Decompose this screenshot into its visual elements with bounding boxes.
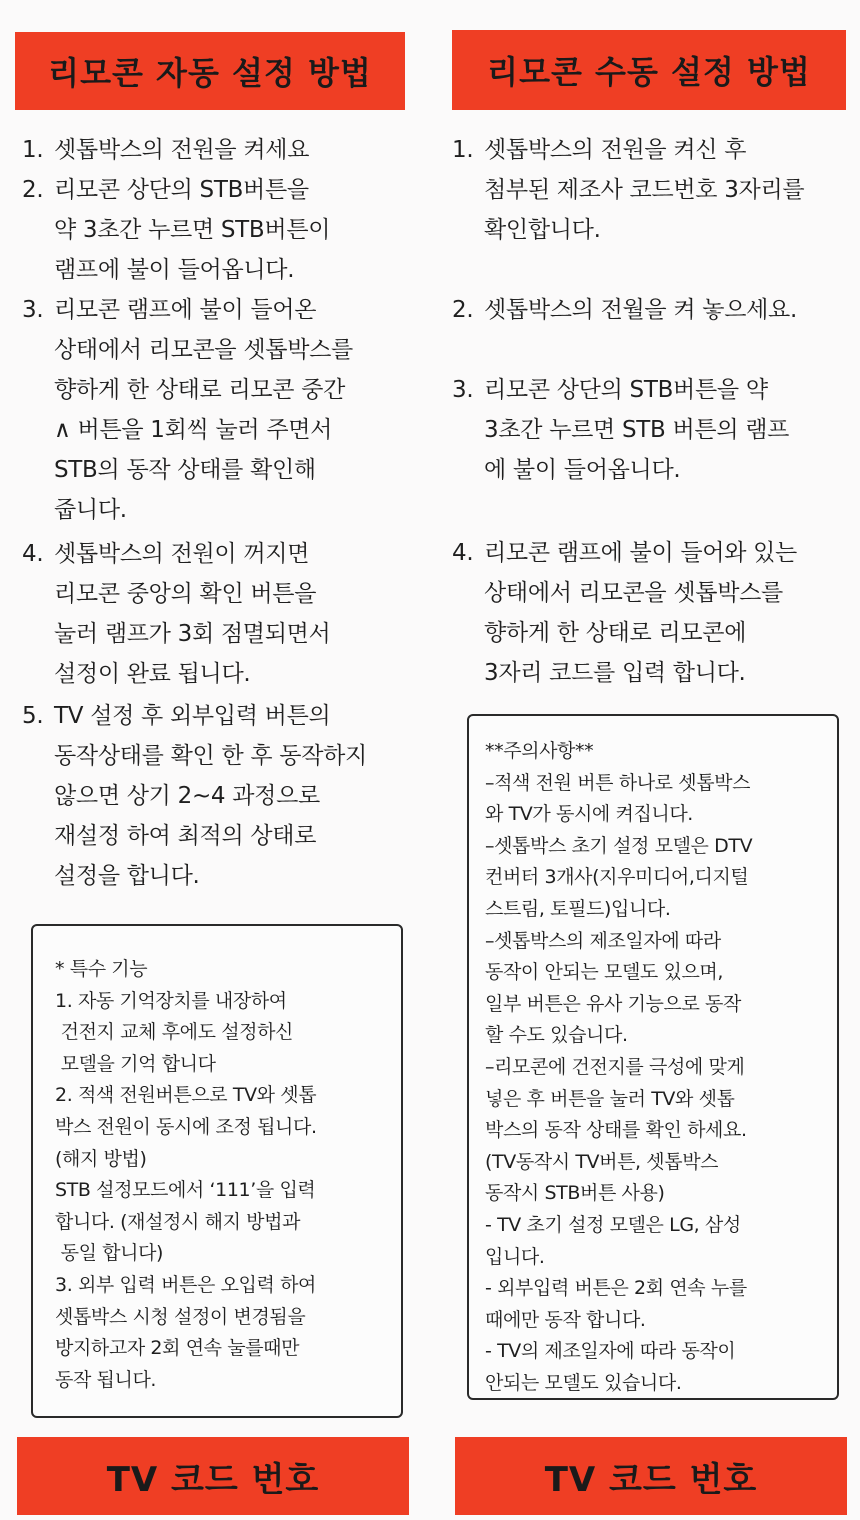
auto-setup-header: 리모콘 자동 설정 방법 [15,32,405,110]
auto-step-2 [22,170,330,290]
caution-line: –적색 전원 버튼 하나로 셋톱박스 [485,771,751,794]
caution-line: 박스의 동작 상태를 확인 하세요. [485,1119,747,1142]
special-line: STB 설정모드에서 ‘111’을 입력 [55,1179,316,1202]
tv-code-footer-right: TV 코드 번호 [455,1437,847,1515]
manual-step-1 [452,130,804,250]
step-number: 2. [22,177,44,203]
special-functions-title: * 특수 기능 [55,958,148,980]
step-number: 2. [452,297,474,323]
caution-line: 컨버터 3개사(지우미디어,디지털 [485,866,749,889]
step-text: 셋톱박스의 전원을 켜신 후 첨부된 제조사 코드번호 3자리를 확인합니다. [484,137,805,243]
step-text: 셋톱박스의 전원을 켜세요 [54,137,310,163]
special-line: 2. 적색 전원버튼으로 TV와 셋톱 [55,1084,317,1107]
special-line: 동작 됩니다. [55,1368,157,1391]
step-text: 리모콘 상단의 STB버튼을 약 3초간 누르면 STB버튼이 램프에 불이 들어옵니다. [54,177,331,283]
caution-title: **주의사항** [485,740,594,762]
caution-line: 안되는 모델도 있습니다. [485,1371,682,1394]
step-text: 리모콘 램프에 불이 들어온 상태에서 리모콘을 셋톱박스를 향하게 한 상태로 리모콘 중간 ∧ 버튼을 1회씩 눌러 주면서 STB의 동작 상태를 확인해 줍니다. [54,297,353,523]
step-number: 4. [452,540,474,566]
special-line: 동일 합니다) [55,1242,164,1265]
caution-line: –셋톱박스 초기 설정 모델은 DTV [485,834,753,857]
caution-line: - TV의 제조일자에 따라 동작이 [485,1340,736,1363]
auto-step-4 [22,534,330,694]
caution-line: 넣은 후 버튼을 눌러 TV와 셋톱 [485,1087,735,1110]
special-line: 합니다. (재설정시 해지 방법과 [55,1210,301,1233]
step-number: 3. [452,377,474,403]
special-line: 셋톱박스 시청 설정이 변경됨을 [55,1305,306,1328]
caution-line: 입니다. [485,1245,545,1268]
step-number: 3. [22,297,44,323]
special-line: 3. 외부 입력 버튼은 오입력 하여 [55,1273,316,1296]
caution-line: (TV동작시 TV버튼, 셋톱박스 [485,1150,719,1173]
auto-step-1 [22,130,309,170]
manual-step-3 [452,370,789,490]
step-text: 셋톱박스의 전원이 꺼지면 리모콘 중앙의 확인 버튼을 눌러 램프가 3회 점멸되면서 설정이 완료 됩니다. [54,541,331,687]
step-text: 리모콘 램프에 불이 들어와 있는 상태에서 리모콘을 셋톱박스를 향하게 한 상태로 리모콘에 3자리 코드를 입력 합니다. [484,540,797,686]
caution-line: 와 TV가 동시에 켜집니다. [485,803,693,826]
step-text: 리모콘 상단의 STB버튼을 약 3초간 누르면 STB 버튼의 램프 에 불이 들어옵니다. [484,377,790,483]
caution-line: 할 수도 있습니다. [485,1024,628,1047]
step-text: 셋톱박스의 전월을 켜 놓으세요. [484,297,797,323]
step-number: 5. [22,703,44,729]
step-text: TV 설정 후 외부입력 버튼의 동작상태를 확인 한 후 동작하지 않으면 상기 2~4 과정으로 재설정 하여 최적의 상태로 설정을 합니다. [54,703,367,889]
manual-step-4 [452,533,797,693]
auto-step-5 [22,696,367,896]
step-number: 1. [22,137,44,163]
special-line: 방지하고자 2회 연속 눌를때만 [55,1337,300,1360]
caution-line: 동작시 STB버튼 사용) [485,1182,665,1205]
caution-line: 동작이 안되는 모델도 있으며, [485,961,724,984]
special-functions-box [31,924,403,1418]
caution-line: 때에만 동작 합니다. [485,1308,646,1331]
special-line: (해지 방법) [55,1147,147,1170]
auto-step-3 [22,290,353,530]
step-number: 1. [452,137,474,163]
special-line: 건전지 교체 후에도 설정하신 [55,1021,294,1044]
caution-line: 스트림, 토필드)입니다. [485,897,671,920]
caution-line: - 외부입력 버튼은 2회 연속 누를 [485,1277,747,1300]
tv-code-footer-left: TV 코드 번호 [17,1437,409,1515]
special-line: 모델을 기억 합니다 [55,1052,216,1075]
caution-line: 일부 버튼은 유사 기능으로 동작 [485,992,741,1015]
caution-box [467,714,839,1400]
special-line: 박스 전원이 동시에 조정 됩니다. [55,1115,317,1138]
manual-setup-header: 리모콘 수동 설정 방법 [452,30,846,110]
manual-step-2 [452,290,797,330]
special-line: 1. 자동 기억장치를 내장하여 [55,989,287,1012]
caution-line: - TV 초기 설정 모델은 LG, 삼성 [485,1213,741,1236]
caution-line: –리모콘에 건전지를 극성에 맞게 [485,1055,745,1078]
step-number: 4. [22,541,44,567]
caution-line: –셋톱박스의 제조일자에 따라 [485,929,721,952]
